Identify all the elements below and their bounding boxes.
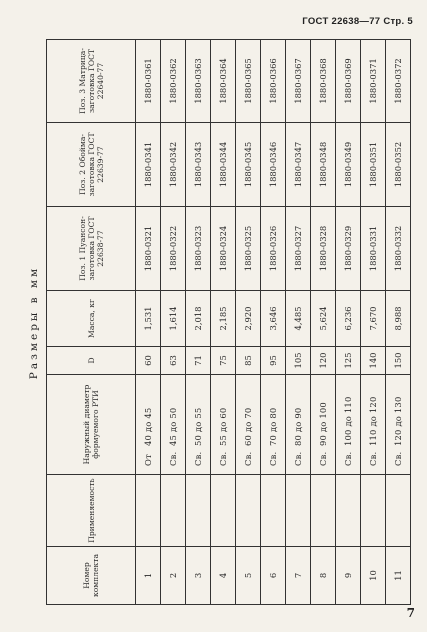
range-prefix: Св. [193, 451, 203, 466]
cell-pos1: 1880-0321 [136, 207, 161, 291]
cell-pos2: 1880-0352 [386, 123, 411, 207]
cell-pos1: 1880-0325 [236, 207, 261, 291]
cell-d: 75 [211, 347, 236, 375]
cell-pos2: 1880-0348 [311, 123, 336, 207]
table-row [386, 40, 411, 605]
cell-use [261, 475, 286, 547]
col-header-pos2: Поз. 2 Обойма-заготовка ГОСТ 22639-77 [47, 123, 136, 207]
cell-mass: 6,236 [336, 291, 361, 347]
cell-use [211, 475, 236, 547]
range-value: 100 до 110 [343, 396, 353, 446]
col-header-use: Применяемость [47, 475, 136, 547]
range-prefix: Св. [218, 451, 228, 466]
range-value: 60 до 70 [243, 407, 253, 446]
cell-pos1: 1880-0326 [261, 207, 286, 291]
range-value: 120 до 130 [393, 396, 403, 446]
cell-d: 140 [361, 347, 386, 375]
cell-num: 2 [161, 547, 186, 605]
cell-mass: 1,531 [136, 291, 161, 347]
table-body [136, 40, 411, 605]
cell-mass: 7,670 [361, 291, 386, 347]
range-value: 110 до 120 [368, 396, 378, 446]
table-row [361, 40, 386, 605]
table-row [136, 40, 161, 605]
cell-num: 8 [311, 547, 336, 605]
table-row [236, 40, 261, 605]
cell-num: 3 [186, 547, 211, 605]
table-row [161, 40, 186, 605]
range-prefix: Св. [318, 451, 328, 466]
cell-d: 95 [261, 347, 286, 375]
col-header-diameter: Наружный диаметр формуемого РТИ [47, 375, 136, 475]
cell-use [386, 475, 411, 547]
cell-pos2: 1880-0344 [211, 123, 236, 207]
page-number: 7 [406, 606, 415, 620]
cell-range [186, 375, 211, 475]
table-row [336, 40, 361, 605]
cell-mass: 5,624 [311, 291, 336, 347]
cell-mass: 3,646 [261, 291, 286, 347]
col-header-num: Номер комплекта [47, 547, 136, 605]
cell-range [136, 375, 161, 475]
cell-pos1: 1880-0328 [311, 207, 336, 291]
cell-mass: 2,920 [236, 291, 261, 347]
rotated-content [22, 40, 404, 605]
cell-pos1: 1880-0327 [286, 207, 311, 291]
cell-pos1: 1880-0322 [161, 207, 186, 291]
table-caption: Размеры в мм [28, 265, 40, 380]
cell-d: 60 [136, 347, 161, 375]
table-row [186, 40, 211, 605]
cell-d: 105 [286, 347, 311, 375]
cell-pos2: 1880-0345 [236, 123, 261, 207]
cell-use [186, 475, 211, 547]
cell-use [136, 475, 161, 547]
cell-pos3: 1880-0366 [261, 40, 286, 123]
cell-use [161, 475, 186, 547]
page-header: ГОСТ 22638—77 Стр. 5 [302, 16, 413, 27]
rotated-table-area [22, 40, 404, 605]
cell-pos2: 1880-0351 [361, 123, 386, 207]
cell-pos3: 1880-0363 [186, 40, 211, 123]
cell-num: 9 [336, 547, 361, 605]
cell-range [161, 375, 186, 475]
cell-range [336, 375, 361, 475]
range-prefix: Св. [343, 451, 353, 466]
cell-range [261, 375, 286, 475]
cell-pos3: 1880-0364 [211, 40, 236, 123]
cell-d: 125 [336, 347, 361, 375]
cell-use [311, 475, 336, 547]
range-value: 45 до 50 [168, 407, 178, 446]
cell-pos3: 1880-0361 [136, 40, 161, 123]
table-header-row [47, 40, 136, 605]
range-value: 55 до 60 [218, 407, 228, 446]
range-prefix: Св. [168, 451, 178, 466]
cell-d: 120 [311, 347, 336, 375]
col-header-pos3: Поз. 3 Матрица-заготовка ГОСТ 22640-77 [47, 40, 136, 123]
range-prefix: От [143, 454, 153, 466]
cell-d: 85 [236, 347, 261, 375]
cell-range [361, 375, 386, 475]
cell-range [236, 375, 261, 475]
cell-num: 4 [211, 547, 236, 605]
cell-use [236, 475, 261, 547]
range-prefix: Св. [293, 451, 303, 466]
cell-range [286, 375, 311, 475]
cell-pos1: 1880-0323 [186, 207, 211, 291]
cell-mass: 2,185 [211, 291, 236, 347]
range-prefix: Св. [393, 451, 403, 466]
cell-num: 6 [261, 547, 286, 605]
cell-pos2: 1880-0343 [186, 123, 211, 207]
cell-range [211, 375, 236, 475]
range-value: 70 до 80 [268, 407, 278, 446]
table-row [261, 40, 286, 605]
range-value: 40 до 45 [143, 407, 153, 446]
range-value: 80 до 90 [293, 407, 303, 446]
cell-use [286, 475, 311, 547]
col-header-mass: Масса, кг [47, 291, 136, 347]
cell-mass: 8,988 [386, 291, 411, 347]
col-header-pos1: Поз. 1 Пуансон-заготовка ГОСТ 22638-77 [47, 207, 136, 291]
cell-use [336, 475, 361, 547]
cell-pos3: 1880-0365 [236, 40, 261, 123]
cell-pos3: 1880-0372 [386, 40, 411, 123]
cell-num: 11 [386, 547, 411, 605]
range-value: 50 до 55 [193, 407, 203, 446]
range-prefix: Св. [243, 451, 253, 466]
cell-num: 5 [236, 547, 261, 605]
cell-use [361, 475, 386, 547]
cell-pos2: 1880-0341 [136, 123, 161, 207]
cell-num: 7 [286, 547, 311, 605]
cell-pos3: 1880-0362 [161, 40, 186, 123]
cell-pos2: 1880-0342 [161, 123, 186, 207]
cell-d: 71 [186, 347, 211, 375]
cell-num: 1 [136, 547, 161, 605]
cell-range [386, 375, 411, 475]
cell-pos1: 1880-0332 [386, 207, 411, 291]
cell-pos2: 1880-0346 [261, 123, 286, 207]
cell-pos3: 1880-0371 [361, 40, 386, 123]
range-prefix: Св. [368, 451, 378, 466]
cell-pos1: 1880-0329 [336, 207, 361, 291]
cell-pos3: 1880-0367 [286, 40, 311, 123]
range-prefix: Св. [268, 451, 278, 466]
cell-d: 63 [161, 347, 186, 375]
cell-num: 10 [361, 547, 386, 605]
cell-pos2: 1880-0349 [336, 123, 361, 207]
range-value: 90 до 100 [318, 402, 328, 446]
table-row [311, 40, 336, 605]
cell-pos1: 1880-0324 [211, 207, 236, 291]
cell-pos1: 1880-0331 [361, 207, 386, 291]
cell-pos2: 1880-0347 [286, 123, 311, 207]
table-row [286, 40, 311, 605]
cell-mass: 1,614 [161, 291, 186, 347]
dimensions-table [46, 39, 411, 605]
cell-mass: 4,485 [286, 291, 311, 347]
cell-range [311, 375, 336, 475]
cell-pos3: 1880-0369 [336, 40, 361, 123]
cell-d: 150 [386, 347, 411, 375]
cell-mass: 2,018 [186, 291, 211, 347]
table-row [211, 40, 236, 605]
cell-pos3: 1880-0368 [311, 40, 336, 123]
col-header-d: D [47, 347, 136, 375]
